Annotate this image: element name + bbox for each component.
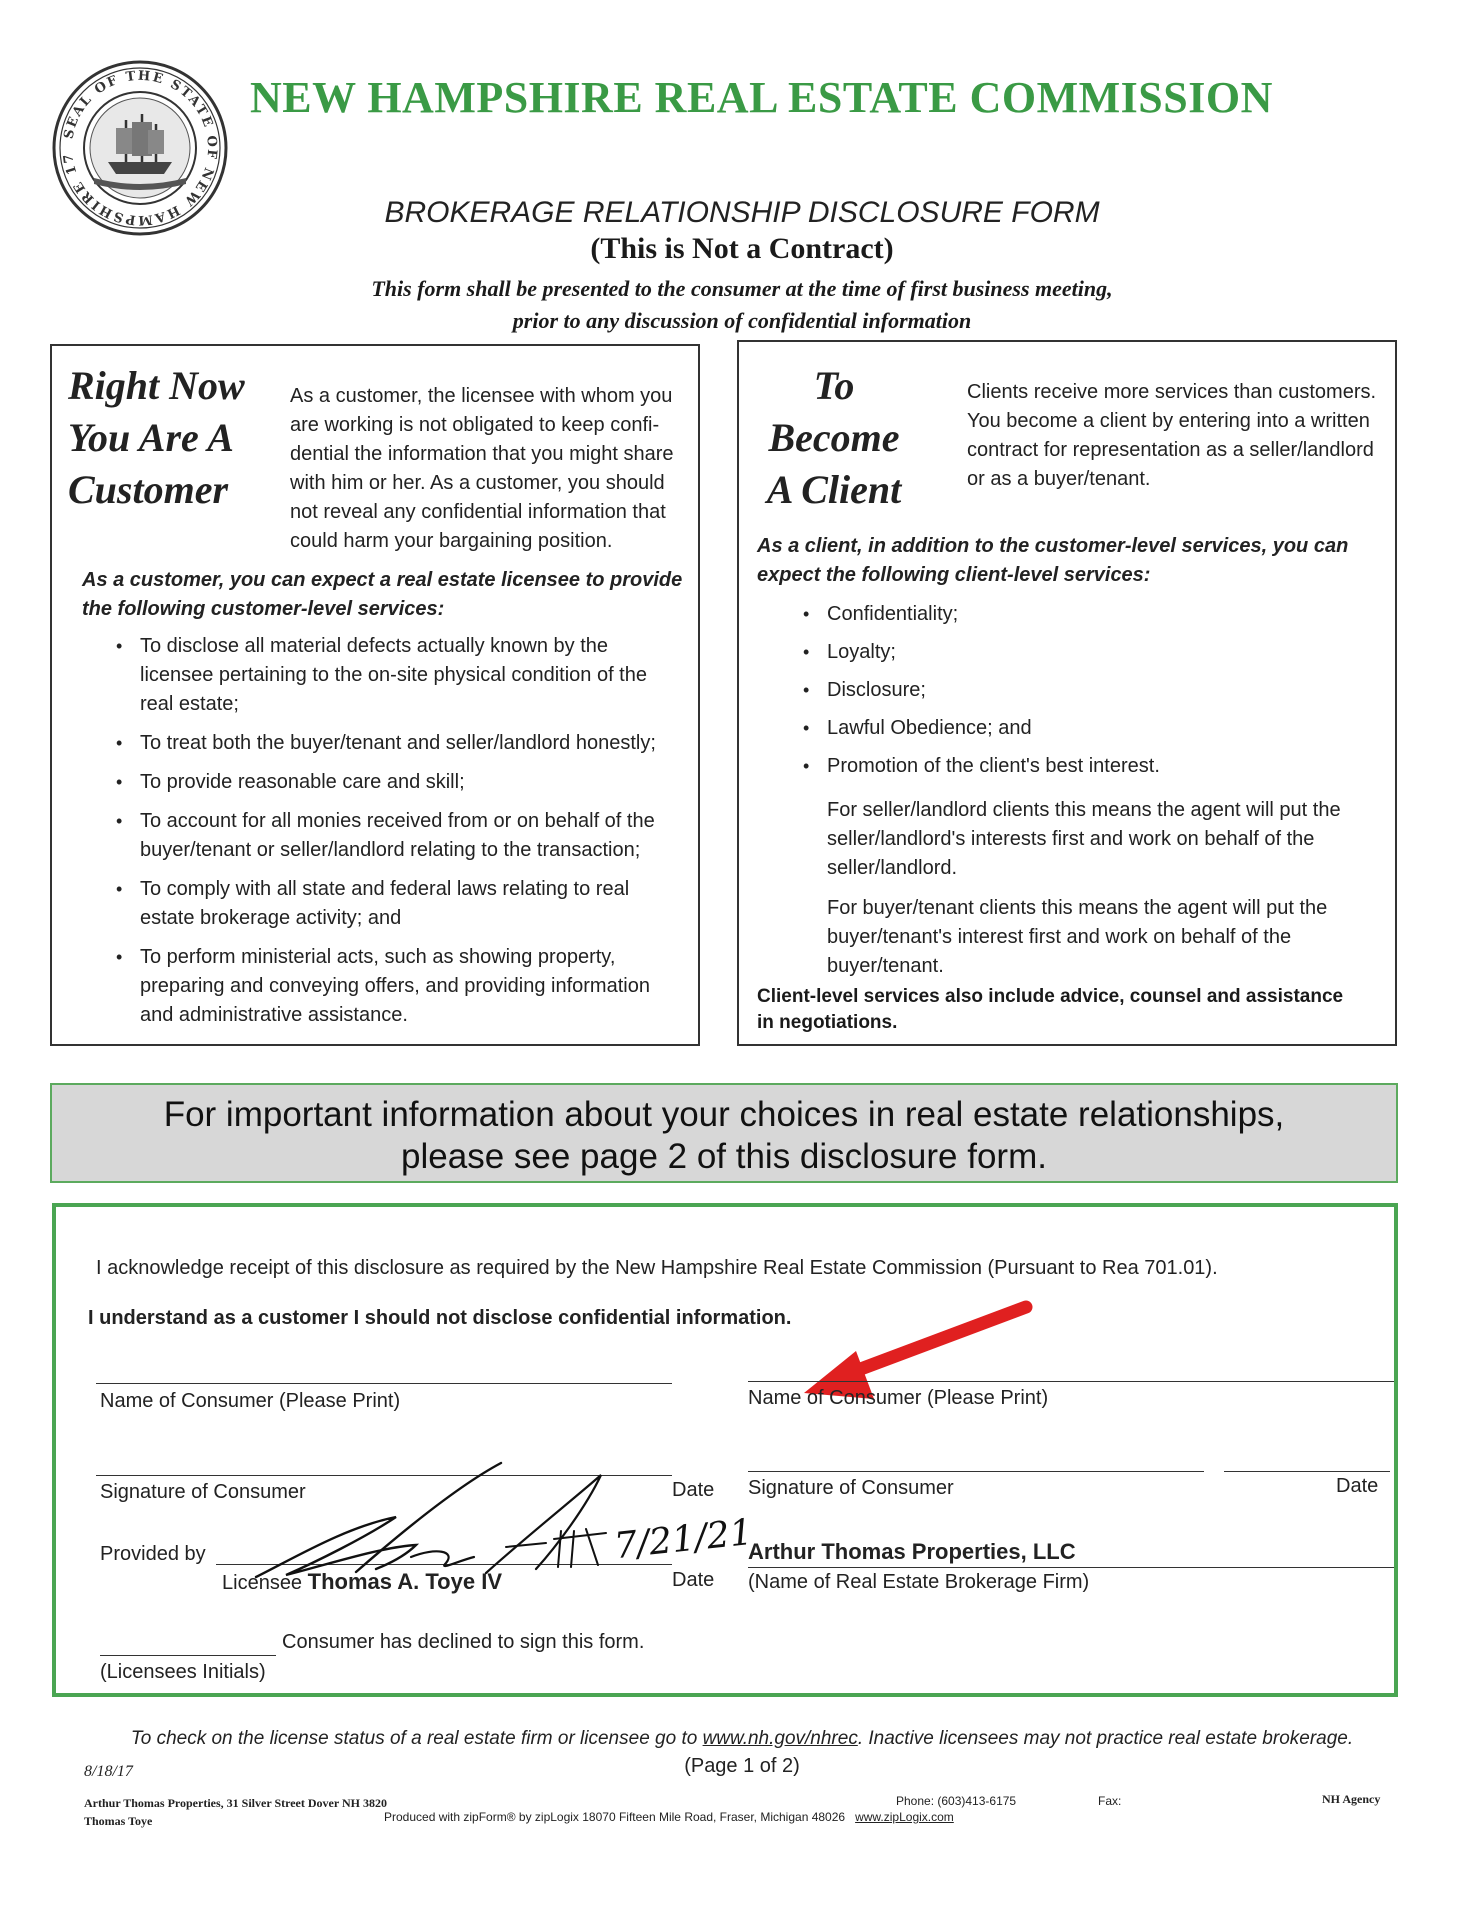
client-intro: Clients receive more services than customers. You become a client by entering into a written contract for representation as a seller/landlord or as a buyer/tenant. — [967, 381, 1377, 490]
instruction-line-1: This form shall be presented to the consumer at the time of first business meeting, — [371, 276, 1113, 301]
client-services-heading: As a client, in addition to the customer-level services, you can expect the following client-level services: — [757, 535, 1349, 586]
name-line-left[interactable] — [96, 1383, 672, 1384]
initials-line[interactable] — [100, 1655, 276, 1656]
list-item: • To comply with all state and federal laws relating to real estate brokerage activity; and — [116, 878, 630, 929]
produced-with: Produced with zipForm® by zipLogix 18070 Fifteen Mile Road, Fraser, Michigan 48026 www.zipLogix.com — [384, 1810, 954, 1824]
handwritten-signature — [206, 1447, 676, 1597]
firm-label: (Name of Real Estate Brokerage Firm) — [748, 1571, 1090, 1593]
list-item: • To provide reasonable care and skill; — [116, 771, 465, 793]
form-title: BROKERAGE RELATIONSHIP DISCLOSURE FORM — [384, 196, 1100, 229]
name-label-right: Name of Consumer (Please Print) — [748, 1387, 1049, 1409]
list-item: • Loyalty; — [803, 641, 896, 663]
license-link[interactable]: www.nh.gov/nhrec — [702, 1728, 858, 1749]
list-item: • Lawful Obedience; and — [803, 717, 1032, 739]
provided-by-label: Provided by — [100, 1543, 206, 1565]
client-heading: To Become A Client — [766, 363, 902, 512]
date-line-right[interactable] — [1224, 1471, 1390, 1472]
date-label-left-1: Date — [672, 1479, 715, 1501]
firm-name: Arthur Thomas Properties, LLC — [748, 1539, 1076, 1564]
list-item: • To account for all monies received from or on behalf of the buyer/tenant or seller/landlord relating to the transaction; — [116, 810, 655, 861]
list-item: • Disclosure; — [803, 679, 926, 701]
form-subtitle: (This is Not a Contract) — [590, 232, 894, 265]
firm-line — [748, 1567, 1394, 1568]
customer-intro: As a customer, the licensee with whom you are working is not obligated to keep confi- dential the information that you might share with him or her. As a customer, you should not reveal any confidential information that could harm your bargaining position. — [290, 385, 674, 552]
customer-services-list — [100, 632, 690, 1030]
instruction-line-2: prior to any discussion of confidential information — [512, 308, 972, 333]
acknowledgment-box — [52, 1203, 1398, 1697]
licensee-line: Licensee Thomas A. Toye IV — [222, 1569, 502, 1594]
understand-text: I understand as a customer I should not disclose confidential information. — [88, 1307, 792, 1329]
handwritten-date: 7/21/21 — [612, 1511, 755, 1568]
page-indicator: (Page 1 of 2) — [684, 1755, 800, 1777]
list-item: • To perform ministerial acts, such as showing property, preparing and conveying offers, and providing information and administrative assistance. — [116, 946, 650, 1026]
list-item: • Promotion of the client's best interest. — [803, 755, 1160, 777]
ziplogix-link[interactable]: www.zipLogix.com — [855, 1810, 954, 1824]
svg-text:SEAL OF THE STATE OF NEW HAMPS: SEAL OF THE STATE OF NEW HAMPSHIRE 17 — [60, 68, 220, 228]
licensee-name: Thomas A. Toye IV — [307, 1569, 502, 1594]
client-box — [737, 340, 1397, 1046]
initials-label: (Licensees Initials) — [100, 1661, 266, 1683]
signature-label-right: Signature of Consumer — [748, 1477, 954, 1499]
name-line-right[interactable] — [748, 1381, 1394, 1382]
list-item: • Confidentiality; — [803, 603, 959, 625]
phone: Phone: (603)413-6175 — [896, 1794, 1017, 1808]
name-label-left: Name of Consumer (Please Print) — [100, 1390, 401, 1412]
date-label-right: Date — [1336, 1475, 1379, 1497]
form-date: 8/18/17 — [84, 1763, 133, 1780]
buyer-note: For buyer/tenant clients this means the agent will put the buyer/tenant's interest first and work on behalf of the buyer/tenant. — [827, 897, 1328, 977]
license-check-text: To check on the license status of a real estate firm or licensee go to www.nh.gov/nhrec. Inactive licensees may not practice real estate brokerage. — [130, 1728, 1354, 1749]
customer-heading: Right Now You Are A Customer — [68, 363, 245, 512]
agent-name: Thomas Toye — [84, 1814, 153, 1828]
receipt-text: I acknowledge receipt of this disclosure as required by the New Hampshire Real Estate Commission (Pursuant to Rea 701.01). — [96, 1257, 1218, 1279]
declined-text: Consumer has declined to sign this form. — [282, 1631, 645, 1653]
seller-note: For seller/landlord clients this means the agent will put the seller/landlord's interests first and work on behalf of the seller/landlord. — [827, 799, 1341, 879]
date-label-left-2: Date — [672, 1569, 715, 1591]
commission-title: NEW HAMPSHIRE REAL ESTATE COMMISSION — [250, 73, 1273, 122]
list-item: • To treat both the buyer/tenant and seller/landlord honestly; — [116, 732, 656, 754]
client-services-list — [787, 600, 1387, 781]
signature-label-left: Signature of Consumer — [100, 1481, 306, 1503]
fax: Fax: — [1098, 1794, 1122, 1808]
signature-line-right[interactable] — [748, 1471, 1204, 1472]
agency: NH Agency — [1322, 1792, 1381, 1806]
customer-services-heading: As a customer, you can expect a real estate licensee to provide the following customer-level services: — [82, 569, 683, 620]
client-closing-note: Client-level services also include advice, counsel and assistance in negotiations. — [757, 986, 1344, 1033]
page-2-banner: For important information about your choices in real estate relationships, please see page 2 of this disclosure form. — [50, 1083, 1398, 1183]
customer-box — [50, 344, 700, 1046]
list-item: • To disclose all material defects actually known by the licensee pertaining to the on-site physical condition of the real estate; — [116, 635, 647, 715]
firm-address: Arthur Thomas Properties, 31 Silver Street Dover NH 3820 — [84, 1796, 387, 1810]
